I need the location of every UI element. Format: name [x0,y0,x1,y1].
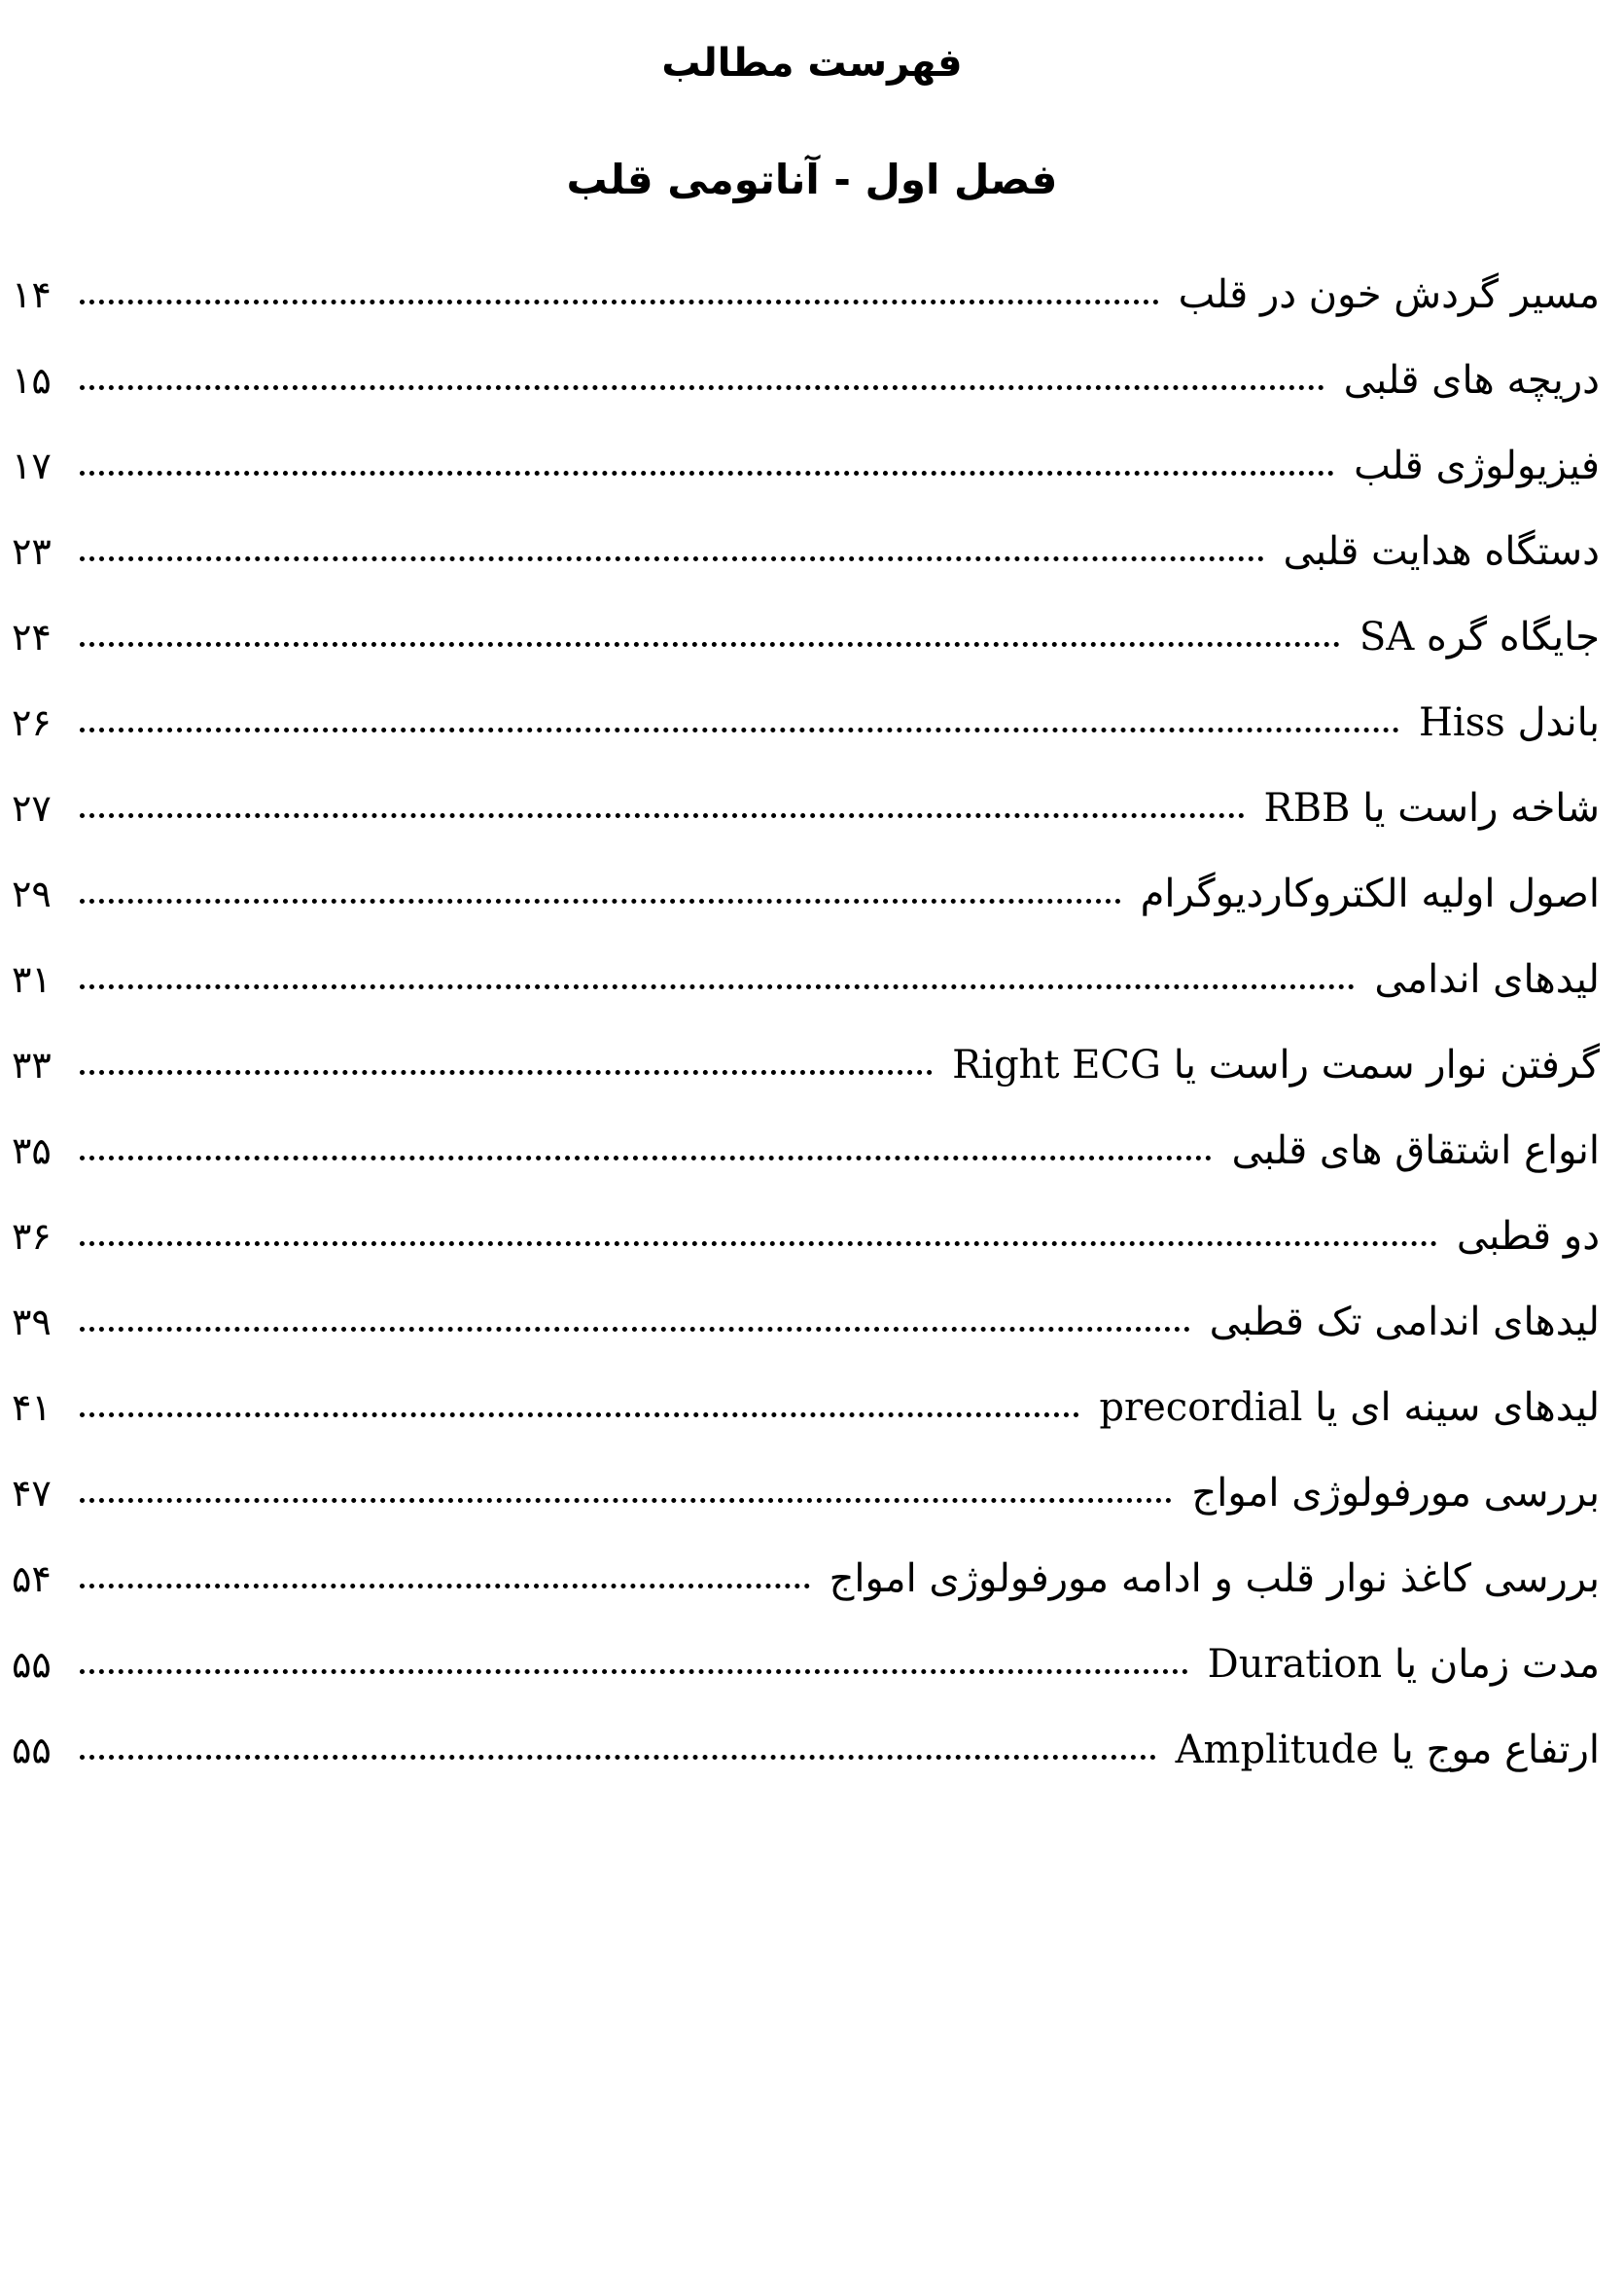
toc-entry-title: دریچه های قلبی [1343,358,1600,403]
toc-entry-title: گرفتن نوار سمت راست یا Right ECG [952,1043,1600,1088]
dot-leader [80,1070,933,1075]
toc-entry[interactable] [12,851,1600,937]
toc-entry[interactable] [12,594,1600,680]
toc-entry[interactable] [12,509,1600,594]
toc-entry-page: ۲۶ [12,701,52,744]
chapter-title: فصل اول - آناتومی قلب [566,156,1058,203]
toc-entry-title: لیدهای اندامی [1374,957,1600,1002]
toc-entry-page: ۳۵ [12,1129,52,1172]
dot-leader [80,1755,1156,1760]
dot-leader [80,1241,1437,1246]
toc-entry-page: ۲۷ [12,787,52,830]
toc-entry-page: ۵۵ [12,1729,52,1771]
toc-entry-page: ۴۱ [12,1386,52,1429]
toc-entry-page: ۲۳ [12,530,52,573]
toc-entry-page: ۱۴ [12,273,52,316]
dot-leader [80,1669,1188,1674]
toc-entry-title: انواع اشتقاق های قلبی [1231,1128,1600,1173]
toc-entry-title: بررسی مورفولوژی امواج [1191,1471,1600,1516]
dot-leader [80,1412,1079,1417]
table-of-contents [12,252,1600,1793]
toc-entry[interactable] [12,423,1600,509]
toc-entry-title: مسیر گردش خون در قلب [1178,272,1600,317]
toc-entry-title: دستگاه هدایت قلبی [1283,529,1600,574]
dot-leader [80,728,1399,732]
dot-leader [80,300,1159,304]
toc-entry-title: شاخه راست یا RBB [1263,786,1600,831]
toc-entry-page: ۳۶ [12,1215,52,1258]
toc-entry-page: ۳۳ [12,1044,52,1087]
dot-leader [80,1327,1190,1332]
toc-entry-page: ۲۴ [12,616,52,659]
dot-leader [80,1498,1172,1503]
dot-leader [80,1584,810,1588]
toc-entry[interactable] [12,1365,1600,1450]
dot-leader [80,642,1340,647]
toc-entry-title: لیدهای اندامی تک قطبی [1209,1300,1600,1344]
toc-entry-title: مدت زمان یا Duration [1207,1642,1600,1687]
toc-entry[interactable] [12,1279,1600,1365]
toc-entry[interactable] [12,1450,1600,1536]
toc-entry[interactable] [12,766,1600,851]
toc-entry[interactable] [12,1022,1600,1108]
toc-entry[interactable] [12,1707,1600,1793]
toc-entry-title: بررسی کاغذ نوار قلب و ادامه مورفولوژی امواج [829,1556,1600,1601]
toc-entry-page: ۳۹ [12,1301,52,1343]
dot-leader [80,471,1334,476]
toc-entry-page: ۴۷ [12,1472,52,1515]
document-title: فهرست مطالب [661,41,963,86]
toc-entry-title: باندل Hiss [1419,700,1600,745]
toc-entry-page: ۵۵ [12,1643,52,1686]
toc-entry[interactable] [12,338,1600,423]
dot-leader [80,385,1324,390]
toc-entry-page: ۱۵ [12,359,52,402]
toc-entry-page: ۲۹ [12,873,52,915]
toc-entry[interactable] [12,1536,1600,1622]
toc-entry-page: ۱۷ [12,445,52,487]
dot-leader [80,984,1355,989]
toc-entry-title: فیزیولوژی قلب [1354,444,1600,488]
toc-entry[interactable] [12,1194,1600,1279]
toc-entry-title: اصول اولیه الکتروکاردیوگرام [1140,872,1600,916]
dot-leader [80,1156,1212,1160]
toc-entry[interactable] [12,1622,1600,1707]
toc-entry-title: دو قطبی [1456,1214,1600,1259]
toc-entry[interactable] [12,680,1600,766]
dot-leader [80,813,1245,818]
dot-leader [80,556,1264,561]
toc-entry-page: ۵۴ [12,1557,52,1600]
toc-entry[interactable] [12,937,1600,1022]
toc-entry[interactable] [12,1108,1600,1194]
toc-entry-page: ۳۱ [12,958,52,1001]
toc-entry-title: ارتفاع موج یا Amplitude [1175,1728,1600,1772]
dot-leader [80,899,1121,904]
toc-entry[interactable] [12,252,1600,338]
toc-entry-title: لیدهای سینه ای یا precordial [1099,1385,1600,1430]
toc-entry-title: جایگاه گره SA [1359,615,1600,660]
